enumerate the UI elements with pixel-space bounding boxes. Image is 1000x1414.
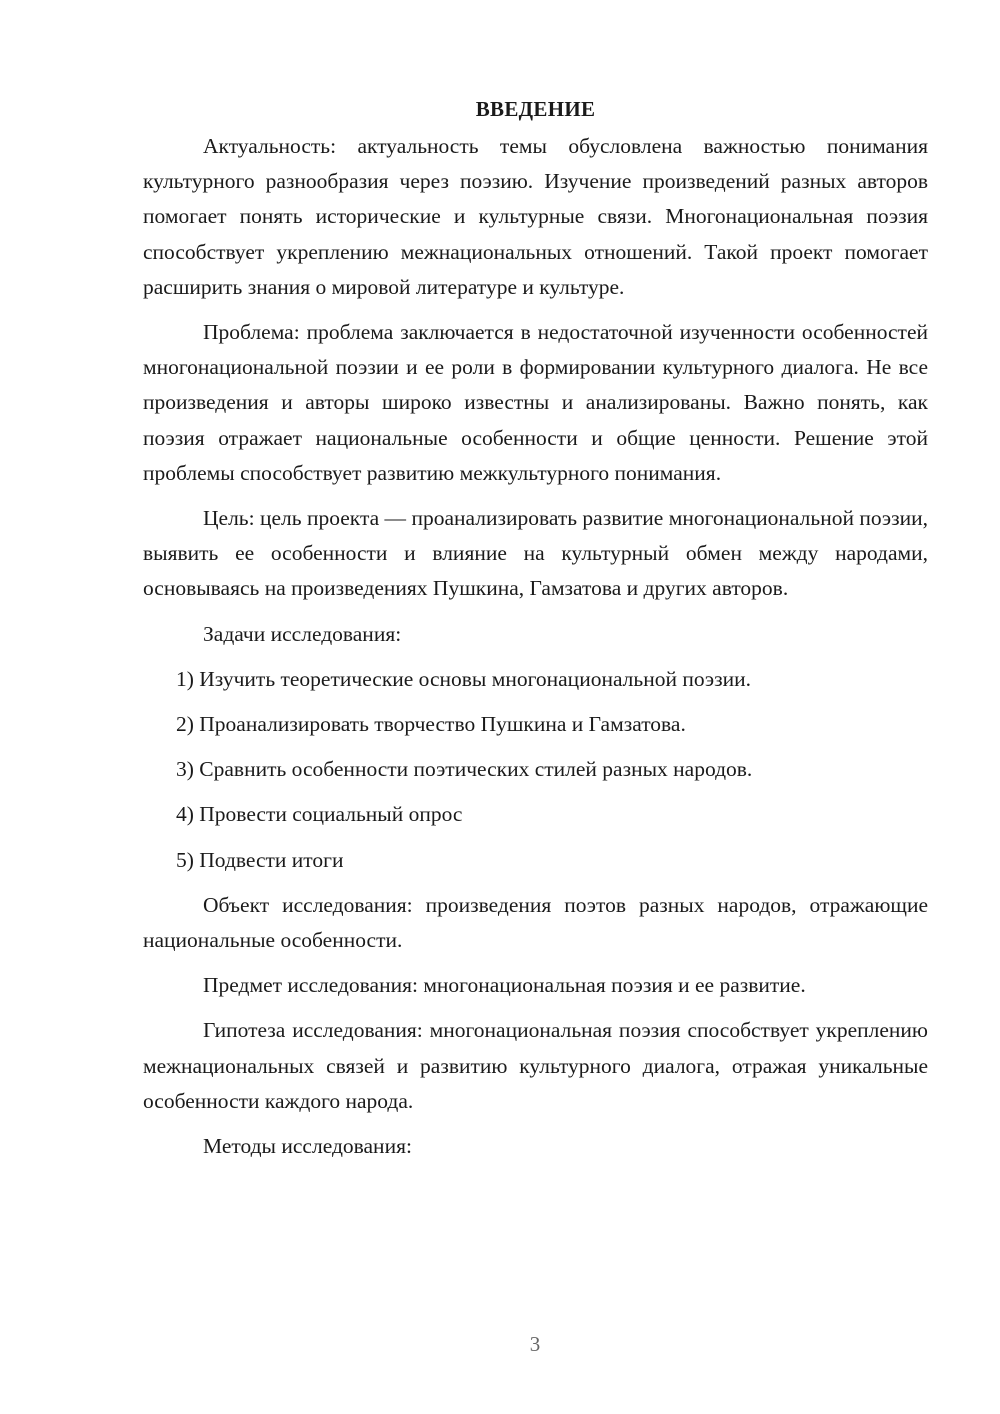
problem-paragraph: Проблема: проблема заключается в недостаточной изученности особенностей многонациональной поэзии и ее роли в формировании культурного диалога. Не все произведения и авторы широко известны и анализированы. Важно понять, как поэзия отражает национальные особенности и общие ценности. Решение этой проблемы способствует развитию межкультурного понимания.: [143, 320, 928, 485]
tasks-list: [143, 662, 928, 878]
list-item: 2) Проанализировать творчество Пушкина и Гамзатова.: [176, 712, 686, 737]
tasks-title: Задачи исследования:: [203, 621, 402, 646]
list-item: 3) Сравнить особенности поэтических стилей разных народов.: [176, 757, 753, 782]
relevance-paragraph: Актуальность: актуальность темы обусловлена важностью понимания культурного разнообразия через поэзию. Изучение произведений разных авторов помогает понять исторические и культурные связи. Многонациональная поэзия способствует укреплению межнациональных отношений. Такой проект помогает расширить знания о мировой литературе и культуре.: [143, 134, 928, 299]
list-item: 4) Провести социальный опрос: [176, 802, 463, 827]
hypothesis-paragraph: Гипотеза исследования: многонациональная поэзия способствует укреплению межнациональных связей и развитию культурного диалога, отражая уникальные особенности каждого народа.: [143, 1018, 928, 1113]
page-number: 3: [529, 1332, 541, 1356]
document-page: [143, 92, 928, 1174]
section-heading: ВВЕДЕНИЕ: [475, 97, 596, 121]
list-item: 1) Изучить теоретические основы многонациональной поэзии.: [176, 666, 751, 691]
object-paragraph: Объект исследования: произведения поэтов разных народов, отражающие национальные особенности.: [143, 892, 928, 953]
subject-paragraph: Предмет исследования: многонациональная поэзия и ее развитие.: [203, 973, 806, 998]
methods-title: Методы исследования:: [203, 1134, 412, 1159]
goal-paragraph: Цель: цель проекта — проанализировать развитие многонациональной поэзии, выявить ее особенности и влияние на культурный обмен между народами, основываясь на произведениях Пушкина, Гамзатова и других авторов.: [143, 506, 928, 601]
list-item: 5) Подвести итоги: [176, 847, 344, 872]
